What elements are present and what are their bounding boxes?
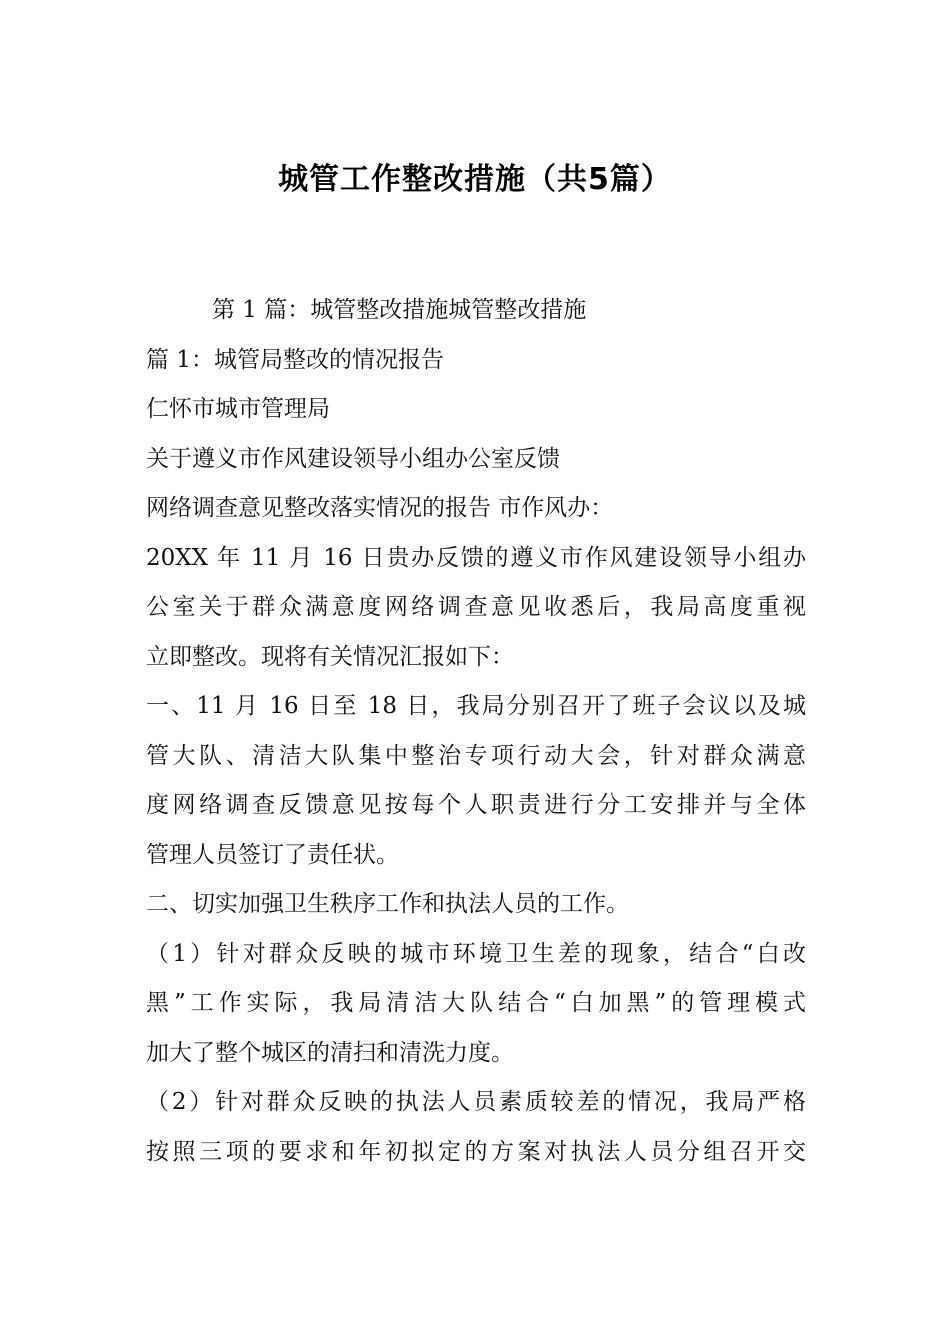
- text-line: 关于遵义市作风建设领导小组办公室反馈: [146, 445, 560, 472]
- text-line: （2）针对群众反映的执法人员素质较差的情况，我局严格: [146, 1089, 806, 1115]
- text-line: 黑”工作实际，我局清洁大队结合“白加黑”的管理模式: [146, 990, 806, 1016]
- text-line: 网络调查意见整改落实情况的报告 市作风办：: [146, 495, 614, 521]
- text-line: 第 1 篇：城管整改措施城管整改措施: [212, 297, 587, 323]
- text-line: 管理人员签订了责任状。: [146, 841, 399, 868]
- text-line: 度网络调查反馈意见按每个人职责进行分工安排并与全体: [146, 792, 806, 818]
- document-title: 城管工作整改措施（共5篇）: [278, 162, 672, 197]
- text-line: 篇 1：城管局整改的情况报告: [146, 346, 444, 373]
- text-line: （1）针对群众反映的城市环境卫生差的现象，结合“白改: [146, 940, 806, 967]
- document-body: [146, 286, 806, 1177]
- text-line: 按照三项的要求和年初拟定的方案对执法人员分组召开交: [146, 1138, 806, 1165]
- text-line: 管大队、清洁大队集中整治专项行动大会，针对群众满意: [146, 742, 806, 769]
- text-line: 20XX 年 11 月 16 日贵办反馈的遵义市作风建设领导小组办: [146, 544, 806, 571]
- text-line: 二、切实加强卫生秩序工作和执法人员的工作。: [146, 891, 629, 917]
- text-line: 公室关于群众满意度网络调查意见收悉后，我局高度重视: [146, 594, 806, 620]
- text-line: 仁怀市城市管理局: [146, 396, 330, 422]
- text-line: 一、11 月 16 日至 18 日，我局分别召开了班子会议以及城: [146, 693, 806, 719]
- text-line: 立即整改。现将有关情况汇报如下：: [146, 643, 514, 670]
- text-line: 加大了整个城区的清扫和清洗力度。: [146, 1039, 514, 1066]
